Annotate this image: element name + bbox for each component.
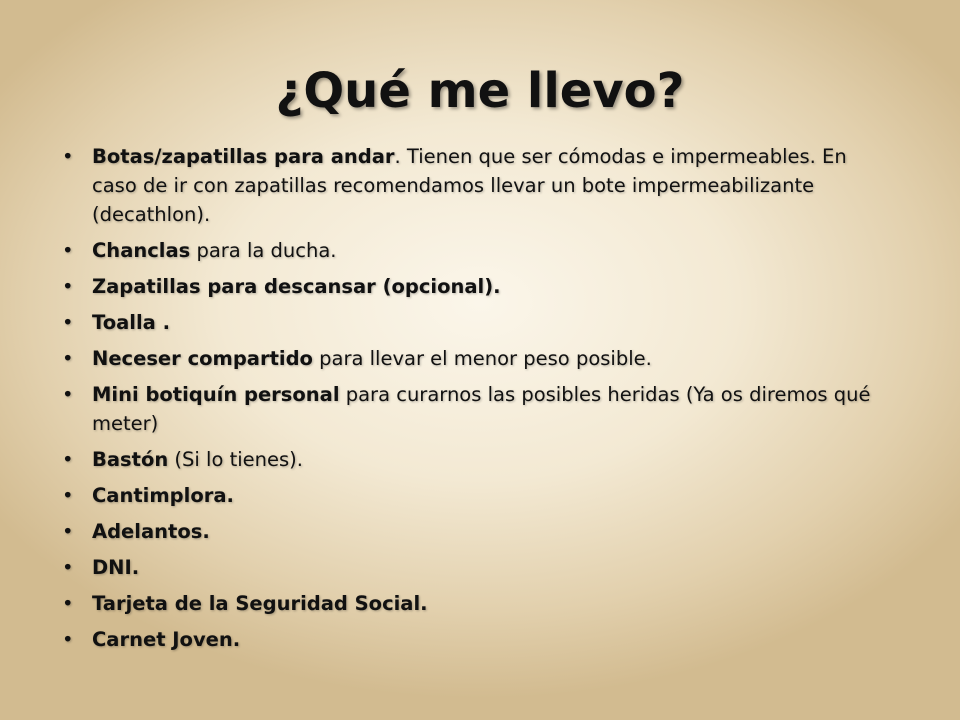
item-bold-text: Toalla . bbox=[92, 311, 170, 334]
bullet-icon: • bbox=[62, 628, 74, 651]
item-text: para la ducha. bbox=[190, 239, 337, 262]
item-text: . Tienen que ser cómodas e impermeables. En caso de ir con zapatillas recomendamos llevar un bote impermeabilizante (decathlon). bbox=[92, 145, 847, 226]
list-item bbox=[60, 553, 880, 582]
item-bold-text: Mini botiquín personal bbox=[92, 383, 340, 406]
bullet-icon: • bbox=[62, 239, 74, 262]
bullet-list bbox=[60, 142, 880, 661]
list-item bbox=[60, 481, 880, 510]
bullet-icon: • bbox=[62, 145, 74, 168]
item-bold-text: Neceser compartido bbox=[92, 347, 313, 370]
list-item bbox=[60, 344, 880, 373]
bullet-icon: • bbox=[62, 347, 74, 370]
list-item bbox=[60, 236, 880, 265]
bullet-icon: • bbox=[62, 448, 74, 471]
item-bold-text: Bastón bbox=[92, 448, 169, 471]
item-text: (Si lo tienes). bbox=[168, 448, 303, 471]
bullet-icon: • bbox=[62, 592, 74, 615]
item-bold-text: Carnet Joven. bbox=[92, 628, 241, 651]
list-item bbox=[60, 308, 880, 337]
item-bold-text: Zapatillas para descansar (opcional). bbox=[92, 275, 501, 298]
bullet-icon: • bbox=[62, 383, 74, 406]
bullet-icon: • bbox=[62, 275, 74, 298]
item-bold-text: Adelantos. bbox=[92, 520, 210, 543]
slide-title: ¿Qué me llevo? bbox=[275, 63, 685, 119]
item-bold-text: Botas/zapatillas para andar bbox=[92, 145, 395, 168]
item-text: para llevar el menor peso posible. bbox=[312, 347, 652, 370]
list-item bbox=[60, 380, 880, 438]
list-item bbox=[60, 142, 880, 229]
bullet-icon: • bbox=[62, 556, 74, 579]
list-item bbox=[60, 625, 880, 654]
list-item bbox=[60, 517, 880, 546]
list-item bbox=[60, 272, 880, 301]
list-item bbox=[60, 445, 880, 474]
bullet-icon: • bbox=[62, 520, 74, 543]
item-bold-text: Tarjeta de la Seguridad Social. bbox=[92, 592, 428, 615]
bullet-icon: • bbox=[62, 311, 74, 334]
item-bold-text: Cantimplora. bbox=[92, 484, 234, 507]
bullet-icon: • bbox=[62, 484, 74, 507]
item-bold-text: DNI. bbox=[92, 556, 140, 579]
item-bold-text: Chanclas bbox=[92, 239, 191, 262]
list-item bbox=[60, 589, 880, 618]
item-text: para curarnos las posibles heridas (Ya os diremos qué meter) bbox=[92, 383, 871, 435]
